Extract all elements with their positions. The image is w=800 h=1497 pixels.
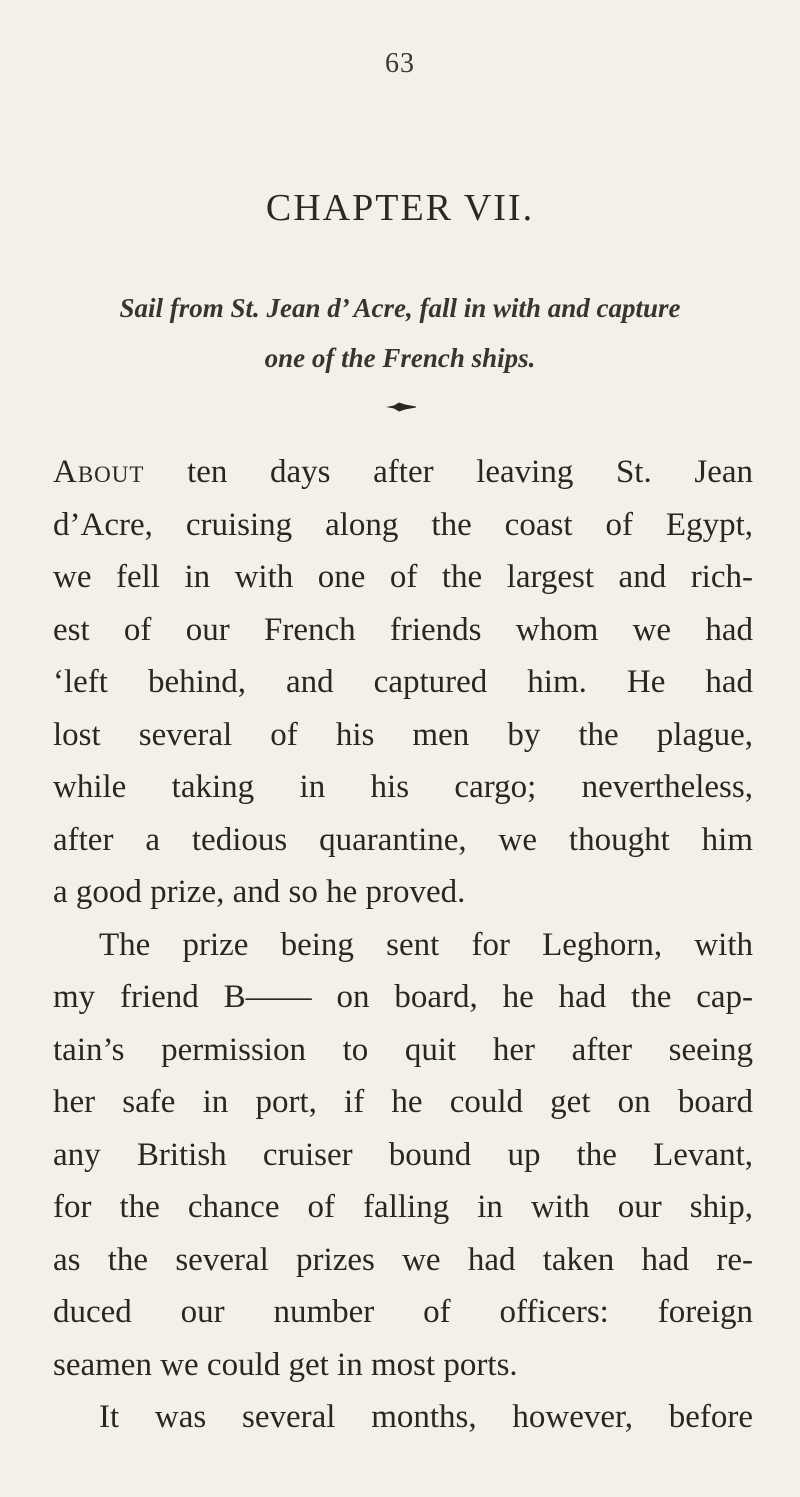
text-line: seamen we could get in most ports.	[53, 1346, 518, 1383]
chapter-title: CHAPTER VII.	[265, 187, 535, 229]
text-line: her safe in port, if he could get on board	[53, 1084, 753, 1120]
text-line: as the several prizes we had taken had re-	[53, 1241, 753, 1278]
ornamental-dash-icon	[386, 401, 416, 413]
first-line-rest: ten days after leaving St. Jean	[144, 454, 753, 490]
summary-line: one of the French ships.	[264, 343, 536, 373]
text-line: ‘left behind, and captured him. He had	[53, 664, 753, 700]
page-number: 63	[385, 48, 415, 79]
text-line: my friend B—— on board, he had the cap-	[53, 979, 753, 1015]
text-line: It was several months, however, before	[99, 1399, 753, 1435]
text-line: lost several of his men by the plague,	[53, 716, 753, 753]
text-line: for the chance of falling in with our ship,	[53, 1189, 753, 1225]
summary-line: Sail from St. Jean d’ Acre, fall in with and capture	[119, 293, 681, 323]
text-line: tain’s permission to quit her after seeing	[53, 1031, 753, 1068]
text-line: duced our number of officers: foreign	[53, 1294, 753, 1330]
text-line: The prize being sent for Leghorn, with	[99, 926, 753, 963]
text-line: est of our French friends whom we had	[53, 611, 753, 648]
text-line: we fell in with one of the largest and rich-	[53, 559, 753, 595]
text-line: a good prize, and so he proved.	[53, 874, 466, 910]
text-line: d’Acre, cruising along the coast of Egypt,	[53, 506, 753, 543]
chapter-summary	[0, 283, 800, 383]
text-line: after a tedious quarantine, we thought him	[53, 821, 753, 858]
lead-word: About	[53, 454, 145, 490]
body-text	[53, 446, 753, 1444]
text-line: while taking in his cargo; nevertheless,	[53, 769, 753, 805]
text-line: any British cruiser bound up the Levant,	[53, 1136, 753, 1173]
text-line	[53, 446, 753, 499]
